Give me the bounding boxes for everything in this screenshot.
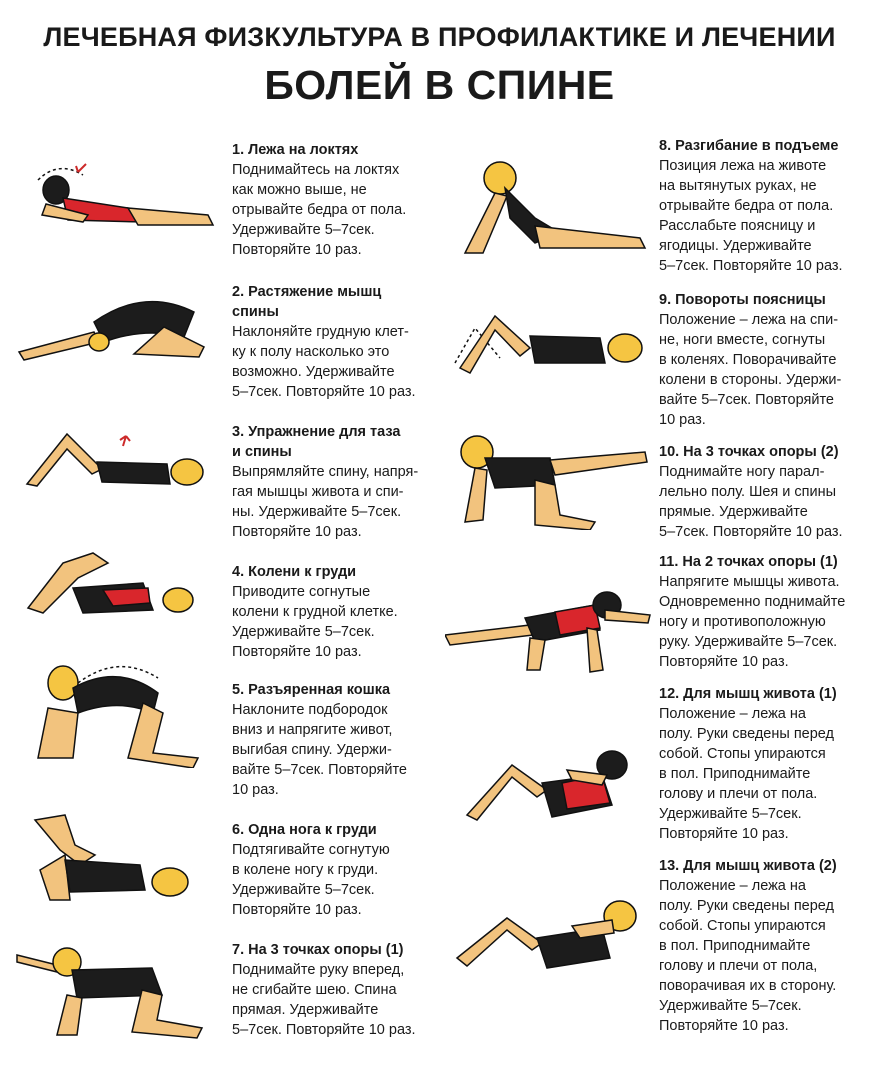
exercise-text-line: Положение – лежа на: [659, 706, 806, 722]
exercise-text-line: лельно полу. Шея и спины: [659, 484, 837, 500]
exercise-text-line: отрывайте бедра от пола.: [232, 202, 407, 218]
exercise-title: 2. Растяжение мышц: [232, 284, 382, 300]
exercise-text-line: не сгибайте шею. Спина: [232, 982, 397, 998]
exercise-text-line: Позиция лежа на животе: [659, 158, 827, 174]
exercise-text-line: не, ноги вместе, согнуты: [659, 332, 826, 348]
exercise-text-line: на вытянутых руках, не: [659, 178, 817, 194]
exercise-4: [232, 562, 398, 662]
single-knee-to-chest-figure-icon: [20, 810, 200, 905]
exercise-text-line: Поднимайте руку вперед,: [232, 962, 405, 978]
exercise-text-line: Удерживайте 5–7сек.: [232, 222, 375, 238]
exercise-text-line: Наклоните подбородок: [232, 702, 388, 718]
exercise-text-line: Напрягите мышцы живота.: [659, 574, 840, 590]
exercise-text-line: 5–7сек. Повторяйте 10 раз.: [659, 524, 843, 540]
exercise-text-line: Подтягивайте согнутую: [232, 842, 390, 858]
exercise-title: 12. Для мышц живота (1): [659, 686, 837, 702]
exercise-text-line: прямая. Удерживайте: [232, 1002, 379, 1018]
exercise-title: 10. На 3 точках опоры (2): [659, 444, 839, 460]
exercise-title: 4. Колени к груди: [232, 564, 357, 580]
exercise-2: [232, 282, 416, 402]
exercise-text-line: вниз и напрягите живот,: [232, 722, 393, 738]
exercise-text-line: выгибая спину. Удержи-: [232, 742, 392, 758]
crunch-figure-icon: [462, 745, 637, 825]
exercise-12: [659, 684, 837, 844]
exercise-6: [232, 820, 390, 920]
back-stretch-figure-icon: [14, 292, 214, 372]
exercise-text-line: Повторяйте 10 раз.: [232, 644, 362, 660]
lumbar-rotation-figure-icon: [450, 308, 650, 383]
exercise-text-line: голову и плечи от пола.: [659, 786, 818, 802]
exercise-title: 1. Лежа на локтях: [232, 142, 359, 158]
exercise-text-line: 10 раз.: [659, 412, 706, 428]
exercise-text-line: Повторяйте 10 раз.: [232, 242, 362, 258]
exercise-title: 5. Разъяренная кошка: [232, 682, 391, 698]
exercise-title: 11. На 2 точках опоры (1): [659, 554, 838, 570]
exercise-text-line: отрывайте бедра от пола.: [659, 198, 834, 214]
exercise-title: 6. Одна нога к груди: [232, 822, 377, 838]
exercise-text-line: Повторяйте 10 раз.: [232, 524, 362, 540]
exercise-text-line: Удерживайте 5–7сек.: [659, 998, 802, 1014]
exercise-text-line: колени к грудной клетке.: [232, 604, 398, 620]
three-point-leg-raise-figure-icon: [455, 430, 650, 530]
exercise-text-line: ягодицы. Удерживайте: [659, 238, 812, 254]
exercise-title: и спины: [232, 444, 292, 460]
exercise-text-line: Повторяйте 10 раз.: [659, 826, 789, 842]
exercise-text-line: поворачивая их в сторону.: [659, 978, 837, 994]
exercise-text-line: Положение – лежа на спи-: [659, 312, 839, 328]
page-title-line1: ЛЕЧЕБНАЯ ФИЗКУЛЬТУРА В ПРОФИЛАКТИКЕ И ЛЕЧЕНИИ: [43, 22, 836, 52]
exercise-text-line: 5–7сек. Повторяйте 10 раз.: [232, 384, 416, 400]
exercise-text-line: 5–7сек. Повторяйте 10 раз.: [659, 258, 843, 274]
exercise-title: 7. На 3 точках опоры (1): [232, 942, 404, 958]
exercise-8: [659, 136, 843, 276]
exercise-5: [232, 680, 407, 800]
exercise-text-line: 10 раз.: [232, 782, 279, 798]
exercise-text-line: Одновременно поднимайте: [659, 594, 846, 610]
exercise-text-line: ногу и противоположную: [659, 614, 826, 630]
press-up-extension-figure-icon: [455, 158, 650, 258]
exercise-title: 3. Упражнение для таза: [232, 424, 401, 440]
angry-cat-figure-icon: [18, 658, 213, 768]
exercise-text-line: Поднимайте ногу парал-: [659, 464, 825, 480]
exercise-text-line: Приводите согнутые: [232, 584, 371, 600]
exercise-13: [659, 856, 837, 1036]
exercise-text-line: ку к полу насколько это: [232, 344, 390, 360]
exercise-3: [232, 422, 418, 542]
exercise-text-line: ны. Удерживайте 5–7сек.: [232, 504, 402, 520]
exercise-text-line: гая мышцы живота и спи-: [232, 484, 404, 500]
exercise-text-line: руку. Удерживайте 5–7сек.: [659, 634, 838, 650]
exercise-text-line: голову и плечи от пола,: [659, 958, 818, 974]
exercise-10: [659, 442, 843, 542]
exercise-text-line: прямые. Удерживайте: [659, 504, 808, 520]
exercise-text-line: Удерживайте 5–7сек.: [659, 806, 802, 822]
page-title-line2: БОЛЕЙ В СПИНЕ: [264, 62, 615, 108]
exercise-text-line: в пол. Приподнимайте: [659, 938, 811, 954]
exercise-7: [232, 940, 416, 1040]
exercise-text-line: вайте 5–7сек. Повторяйте: [232, 762, 407, 778]
exercise-text-line: Расслабьте поясницу и: [659, 218, 816, 234]
exercise-text-line: в колене ногу к груди.: [232, 862, 379, 878]
exercise-text-line: собой. Стопы упираются: [659, 746, 826, 762]
exercise-text-line: собой. Стопы упираются: [659, 918, 826, 934]
knees-to-chest-figure-icon: [18, 548, 213, 623]
exercise-text-line: Удерживайте 5–7сек.: [232, 882, 375, 898]
exercise-text-line: Повторяйте 10 раз.: [232, 902, 362, 918]
exercise-text-line: полу. Руки сведены перед: [659, 898, 835, 914]
exercise-text-line: полу. Руки сведены перед: [659, 726, 835, 742]
exercise-text-line: в коленях. Поворачивайте: [659, 352, 837, 368]
bird-dog-figure-icon: [445, 590, 655, 675]
exercise-text-line: Повторяйте 10 раз.: [659, 654, 789, 670]
exercise-text-line: возможно. Удерживайте: [232, 364, 395, 380]
exercise-text-line: Наклоняйте грудную клет-: [232, 324, 409, 340]
exercise-text-line: Выпрямляйте спину, напря-: [232, 464, 419, 480]
exercise-text-line: вайте 5–7сек. Повторяйте: [659, 392, 834, 408]
exercise-title: спины: [232, 304, 279, 320]
exercise-9: [659, 290, 841, 430]
exercise-text-line: в пол. Приподнимайте: [659, 766, 811, 782]
exercise-text-line: Положение – лежа на: [659, 878, 806, 894]
exercise-1: [232, 140, 406, 260]
pelvic-tilt-figure-icon: [22, 424, 217, 499]
exercise-title: 9. Повороты поясницы: [659, 292, 826, 308]
lying-on-elbows-figure-icon: [18, 160, 218, 240]
exercise-text-line: Повторяйте 10 раз.: [659, 1018, 789, 1034]
exercise-11: [659, 552, 845, 672]
oblique-crunch-figure-icon: [452, 898, 642, 978]
three-point-arm-raise-figure-icon: [12, 940, 207, 1040]
exercise-text-line: Удерживайте 5–7сек.: [232, 624, 375, 640]
exercise-text-line: 5–7сек. Повторяйте 10 раз.: [232, 1022, 416, 1038]
exercise-text-line: Поднимайтесь на локтях: [232, 162, 400, 178]
exercise-text-line: колени в стороны. Удержи-: [659, 372, 842, 388]
exercise-title: 8. Разгибание в подъеме: [659, 138, 839, 154]
exercise-text-line: как можно выше, не: [232, 182, 367, 198]
exercise-title: 13. Для мышц живота (2): [659, 858, 837, 874]
